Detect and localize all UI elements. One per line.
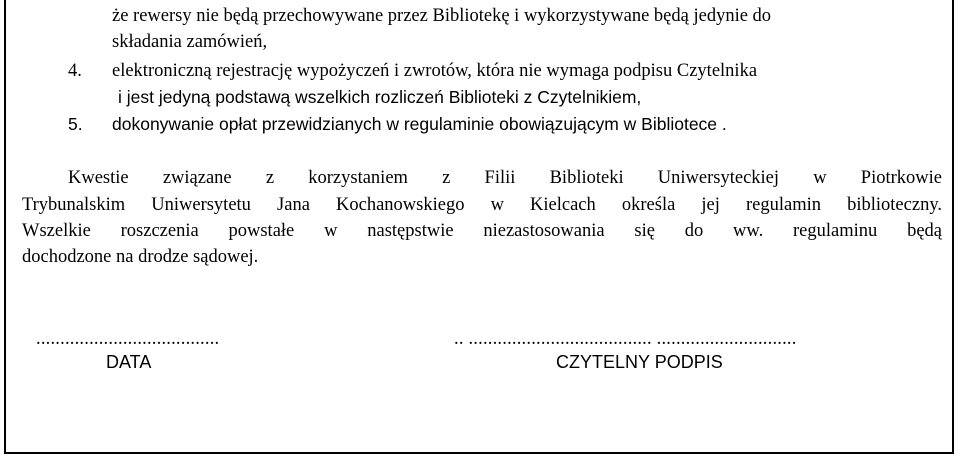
list-item-4-number: 4.: [68, 61, 82, 81]
list-item-4-line-1: elektroniczną rejestrację wypożyczeń i zwrotów, która nie wymaga podpisu Czytelnika: [112, 61, 758, 81]
list-item-3-continuation-line-1: że rewersy nie będą przechowywane przez Bibliotekę i wykorzystywane będą jedynie do: [112, 6, 772, 26]
paragraph-line-4: dochodzone na drodze sądowej.: [22, 247, 259, 267]
date-dotted-line: ......................................: [36, 329, 220, 349]
document-frame: [4, 0, 954, 454]
list-item-5-line-1: dokonywanie opłat przewidzianych w regulaminie obowiązującym w Bibliotece .: [112, 114, 727, 134]
paragraph-line-2: Trybunalskim Uniwersytetu Jana Kochanowskiego w Kielcach określa jej regulamin biblioteczny.: [22, 195, 942, 215]
paragraph-line-3: Wszelkie roszczenia powstałe w następstwie niezastosowania się do ww. regulaminu będą: [22, 221, 942, 241]
signature-dotted-line: .. ...................................... .............................: [454, 329, 797, 349]
list-item-5-number: 5.: [68, 114, 83, 134]
list-item-4-line-2: i jest jedyną podstawą wszelkich rozliczeń Biblioteki z Czytelnikiem,: [118, 87, 642, 107]
list-item-3-continuation-line-2: składania zamówień,: [112, 32, 268, 52]
signature-label: CZYTELNY PODPIS: [556, 352, 723, 372]
paragraph-line-1: Kwestie związane z korzystaniem z Filii Biblioteki Uniwersyteckiej w Piotrkowie: [68, 168, 942, 188]
date-label: DATA: [106, 352, 152, 372]
